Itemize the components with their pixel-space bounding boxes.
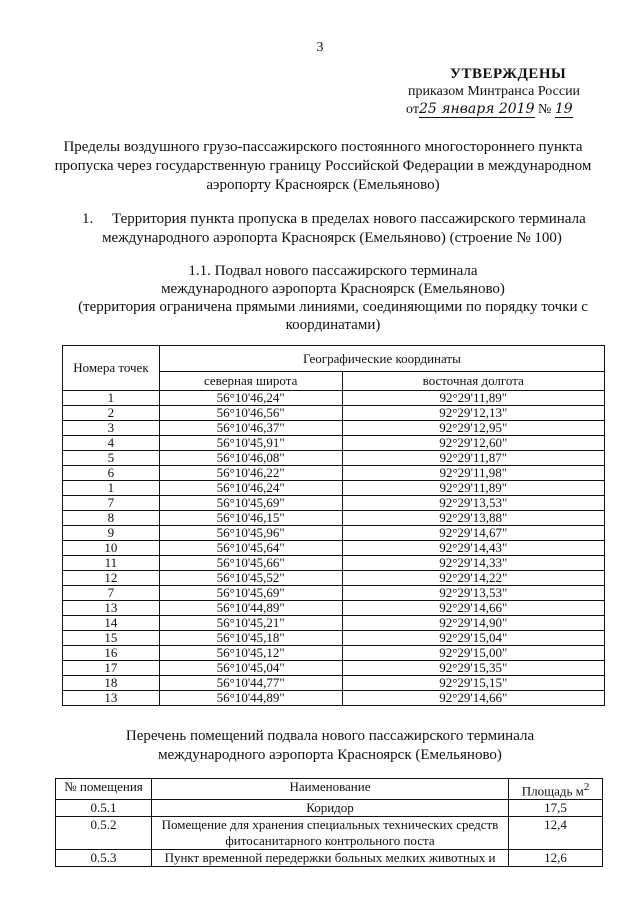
table-row [63, 451, 605, 466]
approval-stamp [400, 66, 600, 118]
document-title: Пределы воздушного грузо-пассажирского постоянного многостороннего пункта пропуска через государственную границу Российской Федерации в международном аэропорту Красноярск (Емельяново) [54, 139, 592, 193]
table-row [63, 406, 605, 421]
room-number: 0.5.3 [56, 850, 152, 867]
latitude: 56°10'44,89" [159, 601, 342, 616]
latitude: 56°10'46,37" [159, 421, 342, 436]
longitude: 92°29'14,43" [342, 541, 604, 556]
room-number: 0.5.1 [56, 800, 152, 817]
longitude: 92°29'13,88" [342, 511, 604, 526]
point-number: 1 [63, 391, 160, 406]
latitude: 56°10'45,64" [159, 541, 342, 556]
latitude: 56°10'46,22" [159, 466, 342, 481]
table-row [63, 436, 605, 451]
premises-title-line1: Перечень помещений подвала нового пассажирского терминала [125, 728, 535, 744]
table-row [56, 800, 603, 817]
room-name: Пункт временной передержки больных мелких животных и [152, 850, 509, 867]
latitude: 56°10'45,69" [159, 496, 342, 511]
latitude: 56°10'44,77" [159, 676, 342, 691]
col-header-lat: северная широта [159, 372, 342, 391]
table-row [63, 481, 605, 496]
longitude: 92°29'12,95" [342, 421, 604, 436]
table-row [63, 616, 605, 631]
approval-title: УТВЕРЖДЕНЫ [450, 66, 567, 82]
latitude: 56°10'46,15" [159, 511, 342, 526]
table-row [63, 691, 605, 706]
room-name: Коридор [152, 800, 509, 817]
longitude: 92°29'15,35" [342, 661, 604, 676]
col-header-room-name: Наименование [152, 779, 509, 800]
room-name: Помещение для хранения специальных технических средств фитосанитарного контрольного поста [152, 817, 509, 850]
order-number: 19 [554, 101, 573, 117]
table-row [63, 391, 605, 406]
longitude: 92°29'13,53" [342, 586, 604, 601]
col-header-area [509, 779, 603, 800]
section-1-line2: международного аэропорта Красноярск (Емельяново) (строение № 100) [102, 230, 562, 246]
longitude: 92°29'11,87" [342, 451, 604, 466]
table-row [63, 526, 605, 541]
table-row [63, 496, 605, 511]
table-row [63, 421, 605, 436]
point-number: 9 [63, 526, 160, 541]
point-number: 16 [63, 646, 160, 661]
point-number: 7 [63, 586, 160, 601]
col-header-lon: восточная долгота [342, 372, 604, 391]
longitude: 92°29'15,04" [342, 631, 604, 646]
longitude: 92°29'14,66" [342, 691, 604, 706]
order-date: 25 января 2019 [418, 101, 535, 117]
longitude: 92°29'14,90" [342, 616, 604, 631]
col-header-room-number: № помещения [56, 779, 152, 800]
premises-list-title [60, 727, 600, 765]
order-number-label: № [538, 102, 552, 117]
longitude: 92°29'12,60" [342, 436, 604, 451]
latitude: 56°10'44,89" [159, 691, 342, 706]
point-number: 14 [63, 616, 160, 631]
subsection-line3: (территория ограничена прямыми линиями, соединяющими по порядку точки с координатами) [78, 299, 588, 333]
table-row [56, 817, 603, 850]
longitude: 92°29'13,53" [342, 496, 604, 511]
table-row [63, 511, 605, 526]
longitude: 92°29'14,33" [342, 556, 604, 571]
table-row [63, 466, 605, 481]
table-row [63, 646, 605, 661]
point-number: 6 [63, 466, 160, 481]
room-number: 0.5.2 [56, 817, 152, 850]
latitude: 56°10'45,96" [159, 526, 342, 541]
longitude: 92°29'15,15" [342, 676, 604, 691]
point-number: 11 [63, 556, 160, 571]
approval-issuer: приказом Минтранса России [408, 84, 581, 99]
table-row [63, 571, 605, 586]
point-number: 13 [63, 691, 160, 706]
col-header-points: Номера точек [63, 346, 160, 391]
latitude: 56°10'46,24" [159, 391, 342, 406]
order-prefix: от [406, 102, 419, 117]
latitude: 56°10'45,21" [159, 616, 342, 631]
point-number: 3 [63, 421, 160, 436]
room-area: 12,4 [509, 817, 603, 850]
point-number: 8 [63, 511, 160, 526]
longitude: 92°29'14,66" [342, 601, 604, 616]
longitude: 92°29'14,67" [342, 526, 604, 541]
point-number: 1 [63, 481, 160, 496]
table-row [56, 850, 603, 867]
table-row [63, 601, 605, 616]
section-1-line1: Территория пункта пропуска в пределах нового пассажирского терминала [112, 211, 586, 227]
table-row [63, 631, 605, 646]
point-number: 18 [63, 676, 160, 691]
latitude: 56°10'45,91" [159, 436, 342, 451]
latitude: 56°10'46,56" [159, 406, 342, 421]
table-row [63, 676, 605, 691]
latitude: 56°10'45,69" [159, 586, 342, 601]
longitude: 92°29'11,98" [342, 466, 604, 481]
premises-table [55, 778, 603, 867]
table-row [63, 586, 605, 601]
area-label: Площадь м [521, 783, 584, 799]
room-area: 12,6 [509, 850, 603, 867]
point-number: 4 [63, 436, 160, 451]
point-number: 17 [63, 661, 160, 676]
point-number: 12 [63, 571, 160, 586]
point-number: 5 [63, 451, 160, 466]
subsection-line2: международного аэропорта Красноярск (Емельяново) [161, 281, 505, 297]
coordinates-table [62, 345, 605, 706]
section-1-heading [62, 210, 602, 248]
area-unit-sup: 2 [583, 781, 590, 793]
latitude: 56°10'46,24" [159, 481, 342, 496]
subsection-1-1-heading [68, 262, 598, 334]
premises-title-line2: международного аэропорта Красноярск (Емельяново) [158, 747, 502, 763]
point-number: 13 [63, 601, 160, 616]
longitude: 92°29'12,13" [342, 406, 604, 421]
point-number: 10 [63, 541, 160, 556]
table-row [63, 556, 605, 571]
point-number: 7 [63, 496, 160, 511]
approval-order [406, 101, 600, 118]
section-1-number: 1. [82, 211, 94, 227]
point-number: 15 [63, 631, 160, 646]
subsection-line1: 1.1. Подвал нового пассажирского терминала [188, 263, 478, 279]
latitude: 56°10'45,66" [159, 556, 342, 571]
longitude: 92°29'15,00" [342, 646, 604, 661]
page-number: 3 [316, 40, 324, 55]
longitude: 92°29'11,89" [342, 391, 604, 406]
table-row [63, 661, 605, 676]
table-row [63, 541, 605, 556]
latitude: 56°10'45,04" [159, 661, 342, 676]
room-area: 17,5 [509, 800, 603, 817]
latitude: 56°10'45,18" [159, 631, 342, 646]
latitude: 56°10'46,08" [159, 451, 342, 466]
longitude: 92°29'11,89" [342, 481, 604, 496]
latitude: 56°10'45,52" [159, 571, 342, 586]
point-number: 2 [63, 406, 160, 421]
longitude: 92°29'14,22" [342, 571, 604, 586]
latitude: 56°10'45,12" [159, 646, 342, 661]
col-header-geo: Географические координаты [159, 346, 604, 372]
